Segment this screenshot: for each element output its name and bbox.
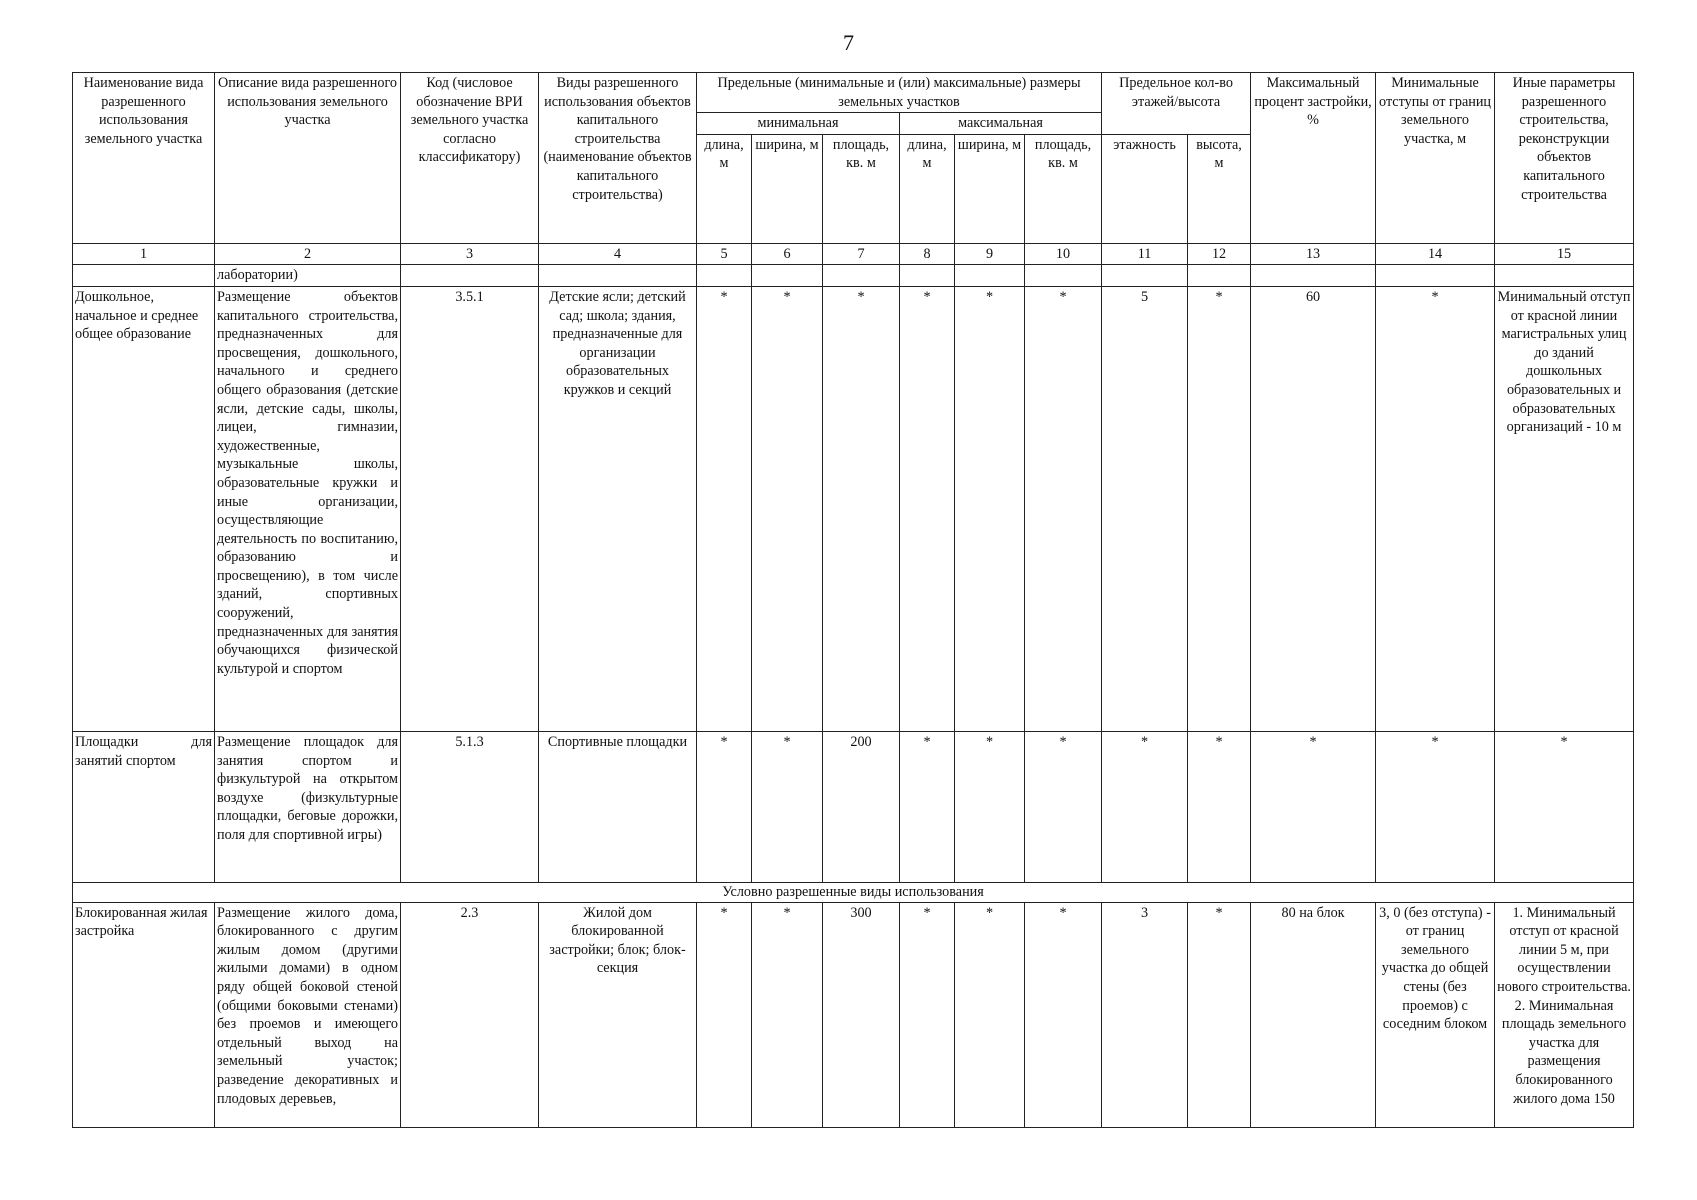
max-coverage: * [1251, 731, 1376, 882]
header-floors: этажность [1102, 134, 1188, 243]
section-row [73, 882, 1634, 902]
header-min-setbacks: Минимальные отступы от границ земельного участка, м [1376, 73, 1495, 244]
column-number: 2 [215, 243, 401, 265]
min-setback: * [1376, 731, 1495, 882]
cell-empty [1188, 265, 1251, 287]
max-width: * [955, 286, 1025, 731]
land-use-description: лаборатории) [215, 265, 401, 287]
column-number: 4 [539, 243, 697, 265]
header-capital-objects: Виды разрешенного использования объектов капитального строительства (наименование объектов капитального строительства) [539, 73, 697, 244]
page-number: 7 [843, 30, 854, 55]
column-numbers-row [73, 243, 1634, 265]
other-parameters: 1. Минимальный отступ от красной линии 5 м, при осуществлении нового строительства. 2. Минимальная площадь земельного участка для размещения блокированного жилого дома 150 [1495, 902, 1634, 1127]
land-use-name: Дошкольное, начальное и среднее общее образование [73, 286, 215, 731]
column-number: 15 [1495, 243, 1634, 265]
column-number: 7 [823, 243, 900, 265]
header-max-width: ширина, м [955, 134, 1025, 243]
column-number: 10 [1025, 243, 1102, 265]
cell-empty [752, 265, 823, 287]
header-height: высота, м [1188, 134, 1251, 243]
min-area: * [823, 286, 900, 731]
column-number: 13 [1251, 243, 1376, 265]
floors: 3 [1102, 902, 1188, 1127]
column-number: 5 [697, 243, 752, 265]
land-use-code: 2.3 [401, 902, 539, 1127]
max-area: * [1025, 731, 1102, 882]
cell-empty [1251, 265, 1376, 287]
floors: 5 [1102, 286, 1188, 731]
land-use-description: Размещение объектов капитального строительства, предназначенных для просвещения, дошкольного, начального и среднего общего образования (детские ясли, детские сады, школы, лицеи, гимназии, художественные, музыкальные школы, образовательные кружки и иные организации, осуществляющие деятельность по воспитанию, образованию и просвещению), в том числе зданий, спортивных сооружений, предназначенных для занятия обучающихся физической культурой и спортом [215, 286, 401, 731]
header-maximum: максимальная [900, 113, 1102, 135]
capital-objects: Жилой дом блокированной застройки; блок; блок-секция [539, 902, 697, 1127]
min-width: * [752, 731, 823, 882]
max-coverage: 60 [1251, 286, 1376, 731]
cell-empty [1376, 265, 1495, 287]
max-area: * [1025, 902, 1102, 1127]
header-min-width: ширина, м [752, 134, 823, 243]
section-title: Условно разрешенные виды использования [73, 882, 1634, 902]
land-use-name [73, 265, 215, 287]
cell-empty [539, 265, 697, 287]
min-area: 200 [823, 731, 900, 882]
column-number: 6 [752, 243, 823, 265]
land-use-description: Размещение жилого дома, блокированного с другим жилым домом (другими жилыми домами) в одном ряду общей боковой стеной (общими боковыми стенами) без проемов и имеющего отдельный выход на земельный участок; разведение декоративных и плодовых деревьев, [215, 902, 401, 1127]
land-use-description: Размещение площадок для занятия спортом и физкультурой на открытом воздухе (физкультурные площадки, беговые дорожки, поля для спортивной игры) [215, 731, 401, 882]
column-number: 11 [1102, 243, 1188, 265]
column-number: 8 [900, 243, 955, 265]
column-number: 14 [1376, 243, 1495, 265]
min-area: 300 [823, 902, 900, 1127]
cell-empty [401, 265, 539, 287]
land-use-name: Площадки для занятий спортом [73, 731, 215, 882]
header-plot-size-limits: Предельные (минимальные и (или) максимальные) размеры земельных участков [697, 73, 1102, 113]
max-length: * [900, 902, 955, 1127]
min-length: * [697, 286, 752, 731]
cell-empty [1495, 265, 1634, 287]
column-number: 3 [401, 243, 539, 265]
cell-empty [1102, 265, 1188, 287]
capital-objects: Детские ясли; детский сад; школа; здания, предназначенные для организации образовательных кружков и секций [539, 286, 697, 731]
header-other-parameters: Иные параметры разрешенного строительства, реконструкции объектов капитального строительства [1495, 73, 1634, 244]
header-code: Код (числовое обозначение ВРИ земельного участка согласно классификатору) [401, 73, 539, 244]
max-length: * [900, 731, 955, 882]
cell-empty [1025, 265, 1102, 287]
other-parameters: Минимальный отступ от красной линии магистральных улиц до зданий дошкольных образовательных и образовательных организаций - 10 м [1495, 286, 1634, 731]
max-length: * [900, 286, 955, 731]
column-number: 9 [955, 243, 1025, 265]
height: * [1188, 731, 1251, 882]
table-row-sports [73, 731, 1634, 882]
min-setback: * [1376, 286, 1495, 731]
min-width: * [752, 902, 823, 1127]
table-row-blocked-housing [73, 902, 1634, 1127]
header-minimum: минимальная [697, 113, 900, 135]
land-use-regulations-table [72, 72, 1634, 1128]
floors: * [1102, 731, 1188, 882]
column-number: 12 [1188, 243, 1251, 265]
min-length: * [697, 902, 752, 1127]
header-max-coverage: Максимальный процент застройки, % [1251, 73, 1376, 244]
cell-empty [955, 265, 1025, 287]
table-row-continuation [73, 265, 1634, 287]
header-max-length: длина, м [900, 134, 955, 243]
header-land-use-name: Наименование вида разрешенного использования земельного участка [73, 73, 215, 244]
max-coverage: 80 на блок [1251, 902, 1376, 1127]
land-use-code: 5.1.3 [401, 731, 539, 882]
header-land-use-description: Описание вида разрешенного использования земельного участка [215, 73, 401, 244]
max-width: * [955, 902, 1025, 1127]
land-use-name: Блокированная жилая застройка [73, 902, 215, 1127]
cell-empty [697, 265, 752, 287]
cell-empty [900, 265, 955, 287]
min-setback: 3, 0 (без отступа) - от границ земельного участка до общей стены (без проемов) с соседним блоком [1376, 902, 1495, 1127]
height: * [1188, 902, 1251, 1127]
min-length: * [697, 731, 752, 882]
max-area: * [1025, 286, 1102, 731]
header-floors-height: Предельное кол-во этажей/высота [1102, 73, 1251, 135]
header-max-area: площадь, кв. м [1025, 134, 1102, 243]
other-parameters: * [1495, 731, 1634, 882]
max-width: * [955, 731, 1025, 882]
header-min-length: длина, м [697, 134, 752, 243]
column-number: 1 [73, 243, 215, 265]
capital-objects: Спортивные площадки [539, 731, 697, 882]
min-width: * [752, 286, 823, 731]
header-min-area: площадь, кв. м [823, 134, 900, 243]
height: * [1188, 286, 1251, 731]
land-use-code: 3.5.1 [401, 286, 539, 731]
cell-empty [823, 265, 900, 287]
header-row-1 [73, 73, 1634, 113]
table-row-education [73, 286, 1634, 731]
